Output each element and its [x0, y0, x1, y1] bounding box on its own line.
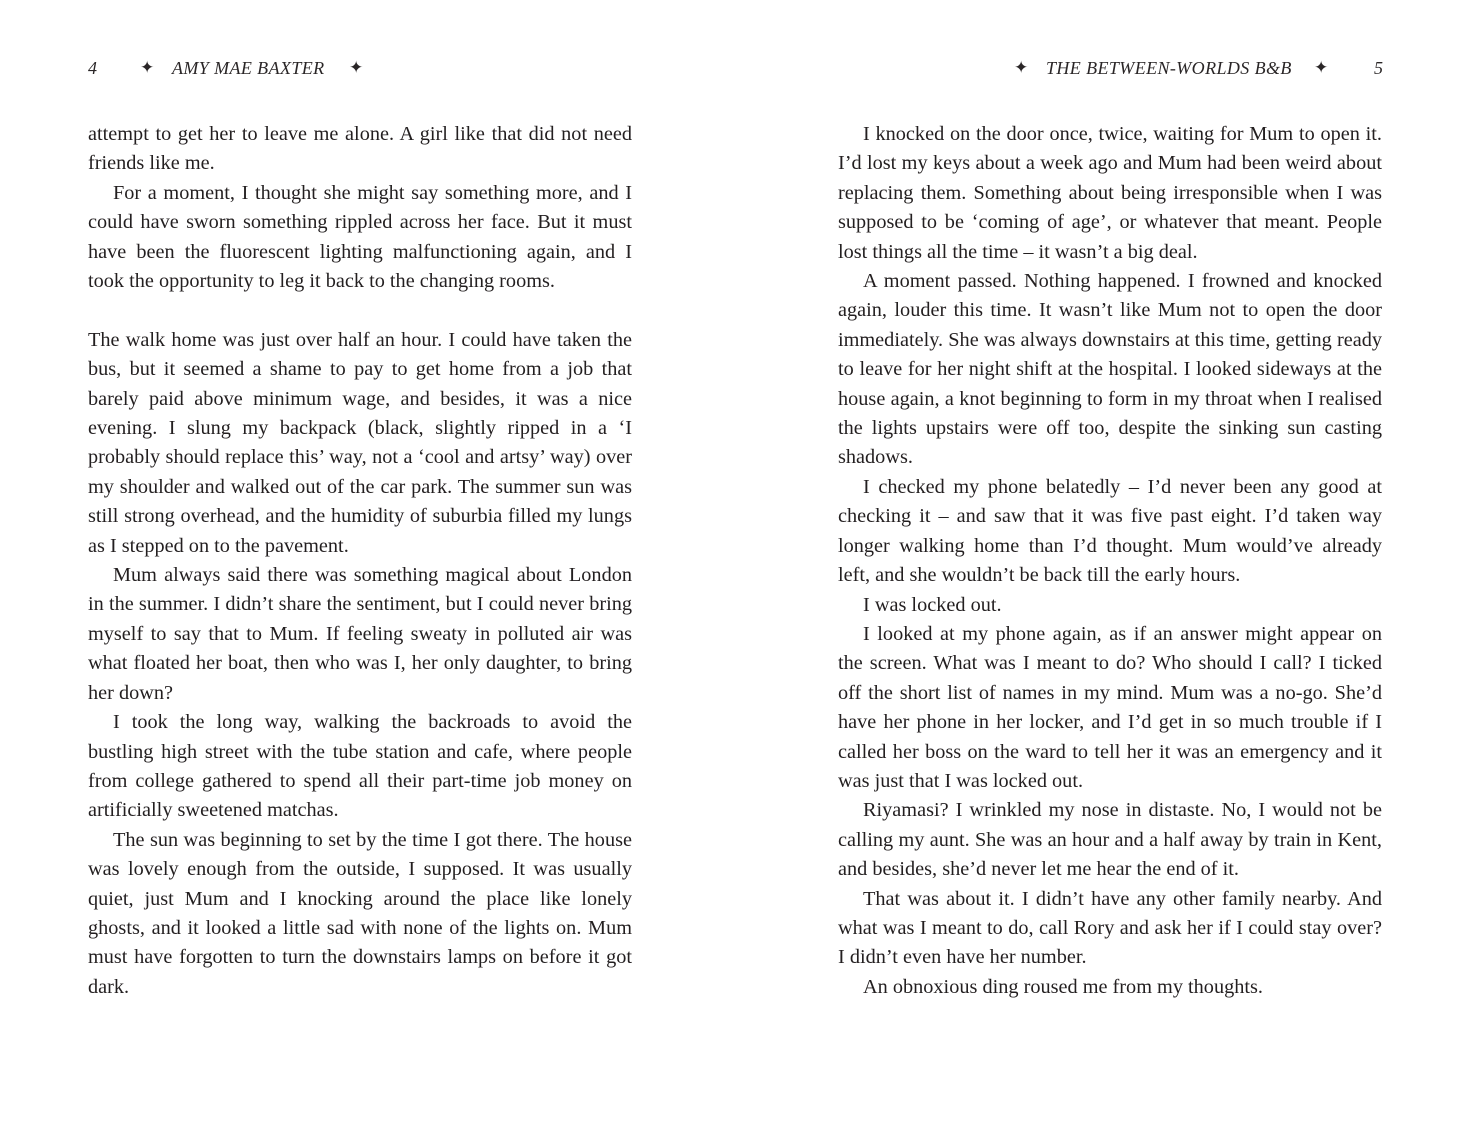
- left-running-head-title: AMY MAE BAXTER: [172, 58, 325, 78]
- star-ornament-icon: ✦: [1014, 58, 1029, 77]
- paragraph: The sun was beginning to set by the time I got there. The house was lovely enough from the outside, I supposed. It was usually quiet, just Mum and I knocking around the place like lonely ghosts, and it looked a little sad with none of the lights on. Mum must have forgotten to turn the downstairs lamps on before it got dark.: [88, 828, 632, 998]
- paragraph: The walk home was just over half an hour. I could have taken the bus, but it seemed a shame to pay to get home from a job that barely paid above minimum wage, and besides, it was a nice evening. I slung my backpack (black, slightly ripped in a ‘I probably should replace this’ way, not a ‘cool and artsy’ way) over my shoulder and walked out of the car park. The summer sun was still strong overhead, and the humidity of suburbia filled my lungs as I stepped on to the pavement.: [88, 328, 632, 557]
- paragraph: For a moment, I thought she might say something more, and I could have sworn something rippled across her face. But it must have been the fluorescent lighting malfunctioning again, and I took the opportunity to leg it back to the changing rooms.: [88, 181, 632, 293]
- paragraph: Riyamasi? I wrinkled my nose in distaste. No, I would not be calling my aunt. She was an hour and a half away by train in Kent, and besides, she’d never let me hear the end of it.: [838, 799, 1382, 881]
- left-page-number: 4: [88, 58, 98, 78]
- paragraph: A moment passed. Nothing happened. I frowned and knocked again, louder this time. It wasn’t like Mum not to open the door immediately. She was always downstairs at this time, getting ready to leave for her night shift at the hospital. I looked sideways at the house again, a knot beginning to form in my throat when I realised the lights upstairs were off too, despite the sinking sun casting shadows.: [838, 270, 1382, 469]
- star-ornament-icon: ✦: [349, 58, 364, 77]
- right-body-text: [838, 120, 1382, 1002]
- paragraph: An obnoxious ding roused me from my thoughts.: [863, 975, 1263, 998]
- right-running-head-title: THE BETWEEN-WORLDS B&B: [1046, 58, 1292, 78]
- right-page: [735, 0, 1470, 1125]
- paragraph: attempt to get her to leave me alone. A girl like that did not need friends like me.: [88, 123, 632, 175]
- star-ornament-icon: ✦: [140, 58, 155, 77]
- left-body-text: [88, 120, 632, 1002]
- paragraph: I was locked out.: [863, 593, 1002, 616]
- paragraph: I knocked on the door once, twice, waiting for Mum to open it. I’d lost my keys about a week ago and Mum had been weird about replacing them. Something about being irresponsible when I was supposed to be ‘coming of age’, or whatever that meant. People lost things all the time – it wasn’t a big deal.: [838, 123, 1382, 263]
- paragraph: I took the long way, walking the backroads to avoid the bustling high street with the tube station and cafe, where people from college gathered to spend all their part-time job money on artificially sweetened matchas.: [88, 711, 632, 822]
- paragraph: I checked my phone belatedly – I’d never been any good at checking it – and saw that it was five past eight. I’d taken way longer walking home than I’d thought. Mum would’ve already left, and she wouldn’t be back till the early hours.: [838, 475, 1382, 587]
- paragraph: That was about it. I didn’t have any other family nearby. And what was I meant to do, call Rory and ask her if I could stay over? I didn’t even have her number.: [838, 887, 1382, 969]
- paragraph: Mum always said there was something magical about London in the summer. I didn’t share the sentiment, but I could never bring myself to say that to Mum. If feeling sweaty in polluted air was what floated her boat, then who was I, her only daughter, to bring her down?: [88, 564, 632, 704]
- right-page-number: 5: [1374, 58, 1384, 78]
- star-ornament-icon: ✦: [1314, 58, 1329, 77]
- paragraph: I looked at my phone again, as if an answer might appear on the screen. What was I meant to do? Who should I call? I ticked off the short list of names in my mind. Mum was a no-go. She’d have her phone in her locker, and I’d get in so much trouble if I called her boss on the ward to tell her it was an emergency and it was just that I was locked out.: [838, 622, 1382, 792]
